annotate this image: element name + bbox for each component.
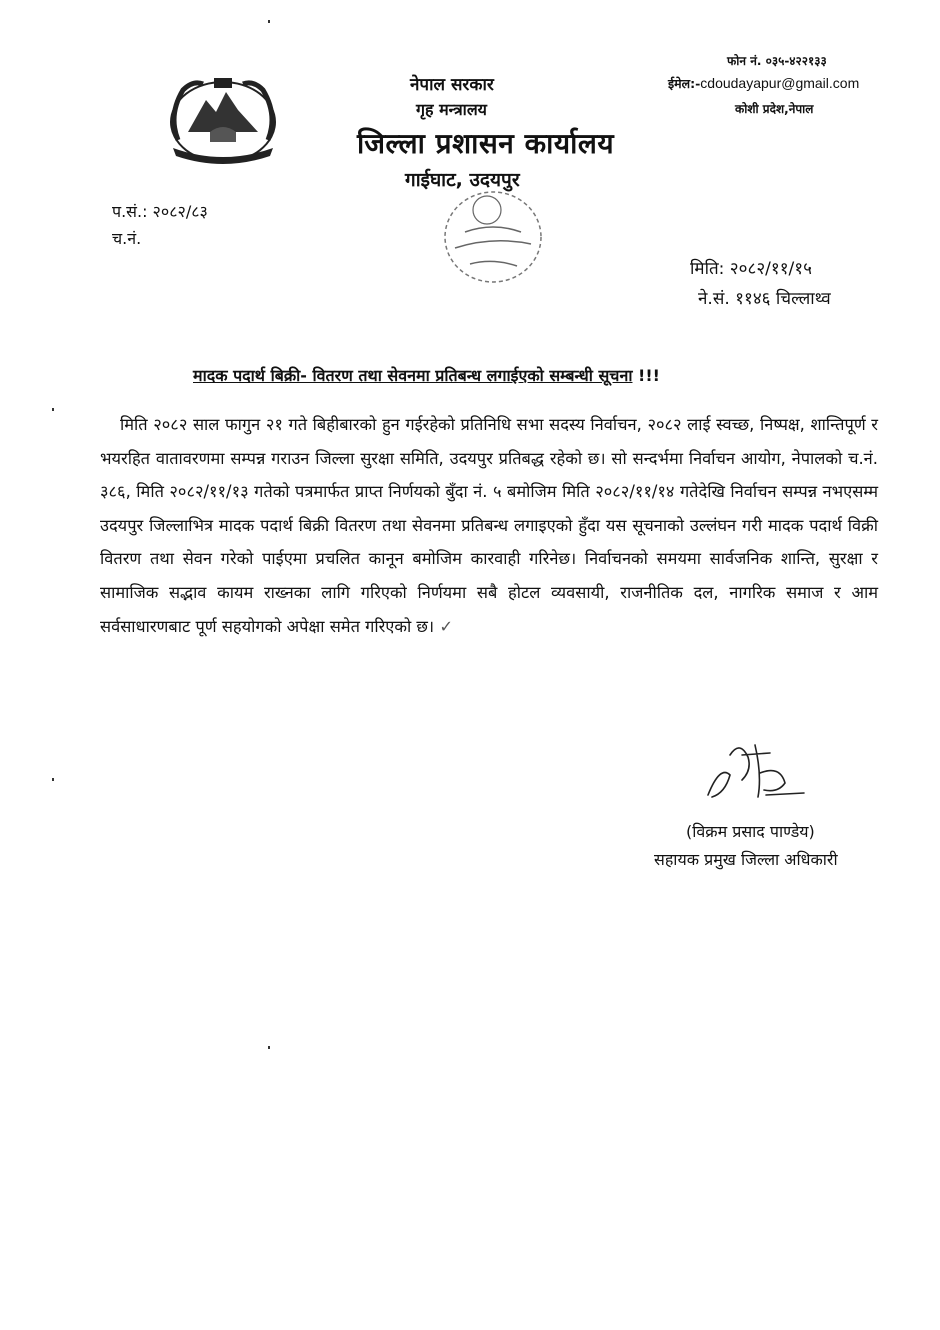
subject-suffix: !!! [632, 366, 660, 385]
scan-speck [52, 408, 54, 411]
government-name: नेपाल सरकार [410, 75, 494, 95]
email-address: cdoudayapur@gmail.com [700, 75, 860, 91]
office-name: जिल्ला प्रशासन कार्यालय [357, 127, 615, 160]
body-paragraph: मिति २०८२ साल फागुन २१ गते बिहीबारको हुन गईरहेको प्रतिनिधि सभा सदस्य निर्वाचन, २०८२ लाई स्वच्छ, निष्पक्ष, शान्तिपूर्ण र भयरहित वातावरणमा सम्पन्न गराउन जिल्ला सुरक्षा समिति, उदयपुर प्रतिबद्ध रहेको छ। सो सन्दर्भमा निर्वाचन आयोग, नेपालको च.नं. ३८६, मिति २०८२/११/१३ गतेको पत्रमार्फत प्राप्त निर्णयको बुँदा नं. ५ बमोजिम मिति २०८२/११/१४ गतेदेखि निर्वाचन सम्पन्न नभएसम्म उदयपुर जिल्लाभित्र मादक पदार्थ बिक्री वितरण तथा सेवनमा प्रतिबन्ध लगाइएको हुँदा यस सूचनाको उल्लंघन गरी मादक पदार्थ विक्री वितरण तथा सेवन गरेको पाईएमा प्रचलित कानून बमोजिम कारवाही गरिनेछ। निर्वाचनको समयमा सार्वजनिक शान्ति, सुरक्षा र सामाजिक सद्भाव कायम राख्नका लागि गरिएको निर्णयमा सबै होटल व्यवसायी, राजनीतिक दल, नागरिक समाज र आम सर्वसाधारणबाट पूर्ण सहयोगको अपेक्षा समेत गरिएको छ। [100, 415, 878, 636]
scan-speck [268, 20, 270, 23]
office-location: गाईघाट, उदयपुर [405, 169, 520, 191]
notice-subject [193, 364, 660, 386]
ministry-name: गृह मन्त्रालय [416, 100, 487, 119]
signatory-title: सहायक प्रमुख जिल्ला अधिकारी [654, 850, 838, 869]
scan-speck [268, 1046, 270, 1049]
phone-number: फोन नं. ०३५-४२२१३३ [727, 54, 827, 68]
date-nepal-sambat: ने.सं. ११४६ चिल्लाथ्व [698, 289, 831, 309]
signatory-name: (विक्रम प्रसाद पाण्डेय) [686, 822, 815, 841]
signature [700, 735, 810, 805]
subject-text: मादक पदार्थ बिक्री- वितरण तथा सेवनमा प्रतिबन्ध लगाईएको सम्बन्धी सूचना [193, 366, 633, 385]
province-name: कोशी प्रदेश,नेपाल [735, 102, 814, 116]
patra-sankhya: प.सं.: २०८२/८३ [112, 202, 208, 221]
scan-speck [52, 778, 54, 781]
email-label: ईमेल:- [668, 76, 701, 91]
notice-body [100, 408, 878, 643]
office-stamp [425, 182, 560, 292]
nepal-emblem-icon [158, 70, 288, 175]
chalani-number: च.नं. [112, 229, 142, 248]
date-bs: मिति: २०८२/११/१५ [690, 259, 812, 279]
email-line [668, 75, 859, 92]
tick-mark-icon: ✓ [434, 616, 454, 636]
